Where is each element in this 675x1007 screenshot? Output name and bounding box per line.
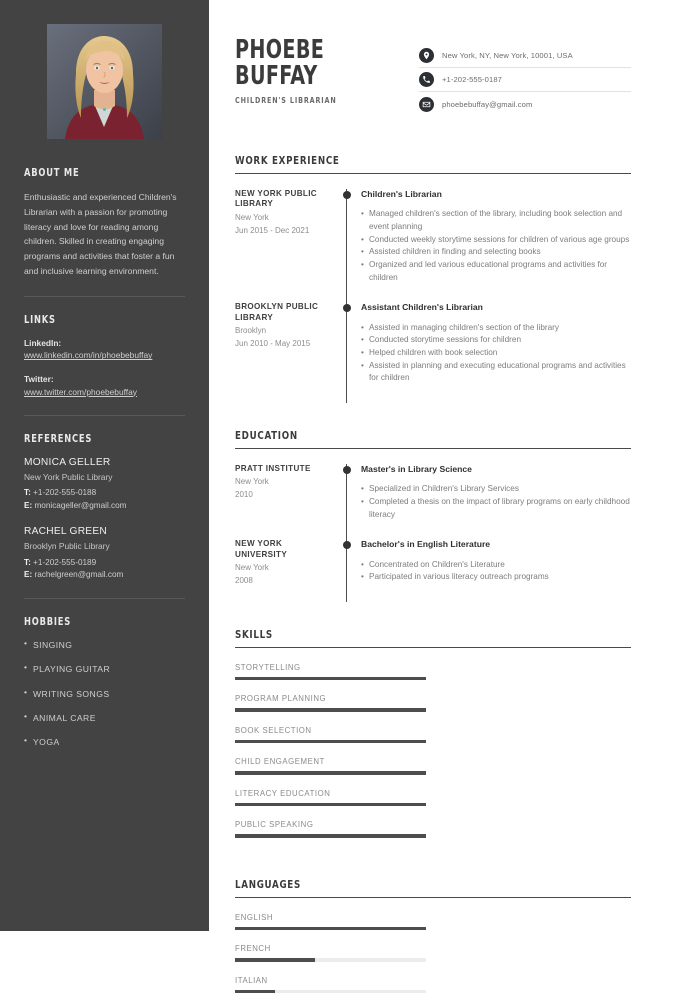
work-location: New York — [235, 212, 269, 222]
language-label: FRENCH — [235, 944, 271, 954]
last-name: BUFFAY — [235, 60, 318, 91]
skill-fill — [235, 803, 426, 807]
education-dates: 2008 — [235, 575, 253, 585]
languages-grid — [235, 913, 631, 1007]
phone-value: +1-202-555-0187 — [442, 75, 502, 84]
work-dates: Jun 2010 - May 2015 — [235, 338, 311, 348]
reference-email — [24, 500, 185, 512]
divider — [24, 598, 185, 599]
contact-address — [419, 44, 631, 68]
phone-label: T: — [24, 488, 31, 498]
sidebar — [0, 0, 209, 931]
skills-heading-text: SKILLS — [235, 627, 273, 641]
language-fill — [235, 958, 315, 962]
languages-heading-text: LANGUAGES — [235, 877, 301, 891]
skill-label: CHILD ENGAGEMENT — [235, 757, 325, 767]
skills-grid — [235, 663, 631, 852]
education-bullet: • Completed a thesis on the impact of library programs on early childhood literacy — [361, 496, 631, 521]
education-entry-body — [357, 464, 631, 539]
work-entry — [235, 189, 631, 302]
work-entry-meta — [235, 189, 339, 302]
work-dates: Jun 2015 - Dec 2021 — [235, 225, 310, 235]
skill-track — [235, 740, 426, 744]
education-entry-body — [357, 539, 631, 602]
work-bullet: • Assisted children in finding and selecting books — [361, 246, 631, 259]
reference-item — [24, 525, 185, 581]
contact-phone — [419, 68, 631, 92]
job-role: CHILDREN'S LIBRARIAN — [235, 95, 337, 106]
timeline-rail — [339, 539, 357, 602]
avatar — [47, 24, 162, 139]
skill-track — [235, 708, 426, 712]
work-title: Children's Librarian — [361, 189, 442, 199]
section-education — [235, 429, 631, 602]
work-entry-body — [357, 189, 631, 302]
education-entry-meta — [235, 539, 339, 602]
phone-value: +1-202-555-0189 — [33, 557, 97, 567]
work-org: NEW YORK PUBLIC LIBRARY — [235, 189, 317, 209]
reference-item — [24, 456, 185, 512]
email-value: rachelgreen@gmail.com — [34, 569, 124, 579]
section-skills — [235, 628, 631, 852]
linkedin-url[interactable]: www.linkedin.com/in/phoebebuffay — [24, 350, 153, 361]
languages-heading — [235, 878, 631, 898]
timeline-rail — [339, 189, 357, 302]
skills-heading — [235, 628, 631, 648]
timeline-dot — [343, 304, 351, 312]
timeline-line — [346, 302, 347, 403]
skill-item — [235, 757, 426, 775]
divider — [24, 296, 185, 297]
work-bullet: • Helped children with book selection — [361, 347, 631, 360]
language-track — [235, 927, 426, 931]
timeline-dot — [343, 541, 351, 549]
first-name: PHOEBE — [235, 35, 325, 65]
references-heading: REFERENCES — [24, 433, 93, 446]
section-work-experience — [235, 154, 631, 403]
skill-fill — [235, 771, 426, 775]
phone-label: T: — [24, 557, 31, 567]
skill-label: PUBLIC SPEAKING — [235, 820, 314, 830]
references-list — [24, 456, 185, 581]
skill-item — [235, 663, 426, 681]
work-bullet: • Conducted weekly storytime sessions for children of various age groups — [361, 234, 631, 247]
skill-item — [235, 694, 426, 712]
hobbies-list — [24, 639, 185, 747]
education-location: New York — [235, 563, 269, 573]
language-track — [235, 990, 426, 994]
timeline-line — [346, 464, 347, 541]
address-value: New York, NY, New York, 10001, USA — [442, 51, 573, 60]
skill-fill — [235, 740, 426, 744]
link-item-twitter — [24, 373, 185, 398]
work-experience-heading — [235, 154, 631, 174]
reference-name: RACHEL GREEN — [24, 526, 108, 538]
email-value: monicageller@gmail.com — [34, 500, 127, 510]
education-entry — [235, 539, 631, 602]
location-pin-icon — [419, 48, 434, 63]
linkedin-label: LinkedIn: — [24, 337, 62, 348]
education-bullet: • Specialized in Children's Library Services — [361, 483, 631, 496]
reference-phone — [24, 487, 185, 499]
work-entry-body — [357, 302, 631, 403]
timeline-dot — [343, 466, 351, 474]
education-dates: 2010 — [235, 490, 253, 500]
twitter-url[interactable]: www.twitter.com/phoebebuffay — [24, 386, 137, 397]
education-location: New York — [235, 477, 269, 487]
work-bullet: • Conducted storytime sessions for children — [361, 334, 631, 347]
skill-track — [235, 834, 426, 838]
list-item: • SINGING — [24, 639, 185, 651]
about-me-text: Enthusiastic and experienced Children's Librarian with a passion for promoting literacy and love for reading among children. Skilled in creating engaging programs and activities that foster a fun and inclusive learning environment. — [24, 192, 177, 276]
work-location: Brooklyn — [235, 326, 267, 336]
about-me-heading: ABOUT ME — [24, 167, 80, 179]
degree-title: Bachelor's in English Literature — [361, 539, 491, 550]
email-value: phoebebuffay@gmail.com — [442, 99, 533, 109]
resume-header — [235, 35, 631, 116]
skill-item — [235, 726, 426, 744]
skill-track — [235, 677, 426, 681]
work-entry-meta — [235, 302, 339, 403]
education-entry — [235, 464, 631, 539]
education-heading-text: EDUCATION — [235, 429, 298, 443]
reference-org: New York Public Library — [24, 471, 113, 482]
skill-label: PROGRAM PLANNING — [235, 694, 327, 704]
phone-icon — [419, 72, 434, 87]
reference-email — [24, 569, 185, 581]
education-bullet: • Participated in various literacy outreach programs — [361, 571, 631, 584]
language-track — [235, 958, 426, 962]
education-bullet: • Concentrated on Children's Literature — [361, 559, 631, 572]
timeline-dot — [343, 191, 351, 199]
skill-item — [235, 789, 426, 807]
work-bullet: • Managed children's section of the library, including book selection and event planning — [361, 208, 631, 233]
email-label: E: — [24, 569, 33, 579]
language-item — [235, 913, 426, 931]
profile-photo-illustration — [47, 24, 162, 139]
main-content — [209, 0, 675, 985]
twitter-label: Twitter: — [24, 373, 54, 384]
list-item: • PLAYING GUITAR — [24, 663, 185, 675]
work-title: Assistant Children's Librarian — [361, 302, 483, 313]
skill-fill — [235, 708, 426, 712]
timeline-rail — [339, 464, 357, 539]
skill-label: LITERACY EDUCATION — [235, 788, 331, 798]
work-entry — [235, 302, 631, 403]
education-org: NEW YORK UNIVERSITY — [235, 539, 288, 559]
work-bullet: • Assisted in managing children's section of the library — [361, 322, 631, 335]
name-block — [235, 35, 353, 106]
education-entry-meta — [235, 464, 339, 539]
skill-fill — [235, 834, 426, 838]
timeline-line — [346, 189, 347, 304]
envelope-icon — [419, 97, 434, 112]
links-list — [24, 337, 185, 398]
education-org: PRATT INSTITUTE — [235, 464, 311, 474]
section-languages — [235, 878, 631, 1007]
work-bullet: • Organized and led various educational programs and activities for children — [361, 259, 631, 284]
list-item: • WRITING SONGS — [24, 688, 185, 700]
skill-label: STORYTELLING — [235, 662, 301, 672]
avatar-wrapper — [24, 24, 185, 139]
language-label: ENGLISH — [235, 912, 274, 922]
email-label: E: — [24, 500, 33, 510]
divider — [24, 415, 185, 416]
link-item-linkedin — [24, 337, 185, 362]
skill-fill — [235, 677, 426, 681]
language-item — [235, 976, 426, 994]
list-item: • ANIMAL CARE — [24, 712, 185, 724]
reference-org: Brooklyn Public Library — [24, 541, 110, 552]
links-heading: LINKS — [24, 313, 56, 326]
language-fill — [235, 990, 275, 994]
work-experience-heading-text: WORK EXPERIENCE — [235, 154, 340, 167]
language-item — [235, 944, 426, 962]
contact-email — [419, 92, 631, 116]
skill-item — [235, 820, 426, 838]
skill-track — [235, 803, 426, 807]
reference-phone — [24, 557, 185, 569]
education-heading — [235, 429, 631, 449]
skill-track — [235, 771, 426, 775]
reference-name: MONICA GELLER — [24, 457, 111, 469]
work-org: BROOKLYN PUBLIC LIBRARY — [235, 302, 319, 322]
contact-list — [419, 44, 631, 116]
skill-label: BOOK SELECTION — [235, 725, 312, 735]
work-bullet: • Assisted in planning and executing educational programs and activities for children — [361, 360, 631, 385]
language-fill — [235, 927, 426, 931]
list-item: • YOGA — [24, 736, 185, 748]
language-label: ITALIAN — [235, 975, 268, 985]
hobbies-heading: HOBBIES — [24, 616, 71, 629]
phone-value: +1-202-555-0188 — [33, 488, 97, 498]
degree-title: Master's in Library Science — [361, 464, 472, 475]
timeline-rail — [339, 302, 357, 403]
